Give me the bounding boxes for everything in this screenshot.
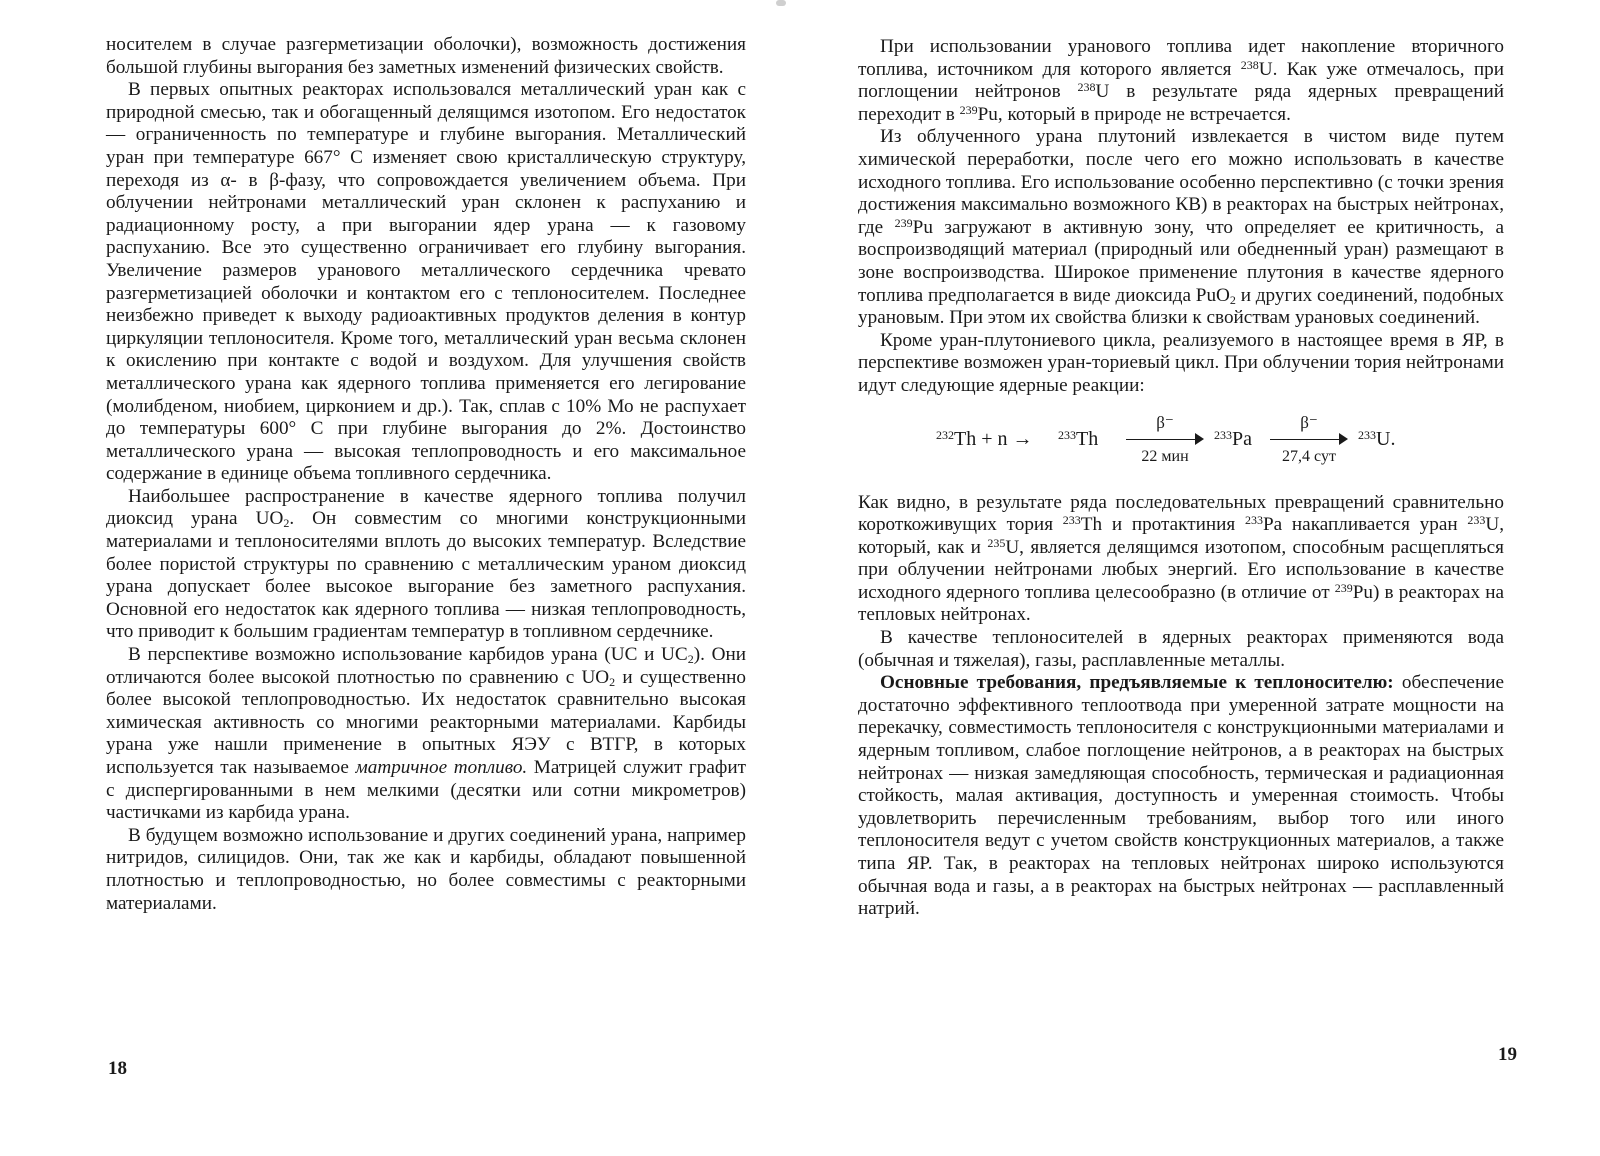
beta-label: β⁻ bbox=[1156, 412, 1174, 432]
superscript: 239 bbox=[894, 215, 913, 230]
arrow-line bbox=[1126, 439, 1200, 440]
bold-heading-run: Основные требования, предъявляемые к теплоносителю: bbox=[880, 672, 1394, 694]
right-page bbox=[800, 0, 1600, 1156]
superscript: 233 bbox=[1058, 427, 1076, 442]
text-run: Матрицей служит графит с диспергированными в нем мелкими (десятки или сотни микрометров) частичками из карбида урана. bbox=[106, 757, 746, 824]
right-page-number: 19 bbox=[1498, 1044, 1517, 1065]
superscript: 233 bbox=[1244, 513, 1263, 528]
superscript: 238 bbox=[1077, 80, 1096, 95]
reaction-term-thorium-232 bbox=[936, 428, 1033, 451]
reaction-term-protactinium-233 bbox=[1214, 428, 1252, 451]
subscript: 2 bbox=[1229, 292, 1236, 307]
right-paragraph-6 bbox=[858, 672, 1504, 921]
left-paragraph-5: В будущем возможно использование и других соединений урана, например нитридов, силицидов. Они, так же как и карбиды, обладают повышенной плотностью и теплопроводностью, но более совместимы с реакторными материалами. bbox=[106, 824, 746, 914]
left-text-column bbox=[106, 34, 746, 915]
arrow-head-icon bbox=[1195, 433, 1204, 445]
right-paragraph-3: Кроме уран-плутониевого цикла, реализуемого в настоящее время в ЯР, в перспективе возможен уран-ториевый цикл. При облучении тория нейтронами идут следующие ядерные реакции: bbox=[858, 329, 1504, 396]
superscript: 239 bbox=[1334, 580, 1353, 595]
right-paragraph-1 bbox=[858, 36, 1504, 126]
left-page-number: 18 bbox=[108, 1058, 127, 1079]
text-run: Как видно, в результате ряда последовательных превращений сравнительно короткоживущих тория bbox=[858, 491, 1504, 536]
text-run: Th и протактиния bbox=[1080, 514, 1245, 536]
text-run: Наибольшее распространение в качестве ядерного топлива получил диоксид урана UO bbox=[106, 485, 746, 530]
text-run: В перспективе возможно использование карбидов урана (UC и UC bbox=[128, 644, 688, 666]
text-run: Pu) в реакторах на тепловых нейтронах. bbox=[858, 581, 1505, 626]
text-run: и существенно более высокой теплопроводностью. Их недостаток сравнительно высокая химическая активность со многими реакторными материалами. Карбиды урана уже нашли применение в опытных ЯЭУ с ВТГР, в которых используется так называемое bbox=[106, 666, 746, 778]
superscript: 232 bbox=[936, 427, 954, 442]
arrow-head-icon bbox=[1339, 433, 1348, 445]
left-paragraph-1: носителем в случае разгерметизации оболочки), возможность достижения большой глубины выгорания без заметных изменений физических свойств. bbox=[106, 34, 746, 78]
left-paragraph-4 bbox=[106, 644, 746, 825]
text-run: . Он совместим со многими конструкционными материалами и теплоносителями вплоть до высоких температур. Вследствие более пористой структуры по сравнению с металлическим ураном диоксид урана допускает более высокое выгорание без заметного распухания. Основной его недостаток как ядерного топлива — низкая теплопроводность, что приводит к большим градиентам температур в топливном сердечнике. bbox=[106, 508, 746, 643]
superscript: 233 bbox=[1358, 427, 1376, 442]
superscript: 235 bbox=[987, 535, 1006, 550]
right-paragraph-5: В качестве теплоносителей в ядерных реакторах применяются вода (обычная и тяжелая), газы, расплавленные металлы. bbox=[858, 627, 1504, 671]
text-run: ). Они отличаются более высокой плотностью по сравнению с UO bbox=[106, 644, 746, 688]
superscript: 233 bbox=[1062, 513, 1081, 528]
italic-term: матричное топливо. bbox=[355, 757, 528, 778]
text-run: U, который, как и bbox=[858, 514, 1504, 558]
text-run: обеспечение достаточно эффективного теплоотвода при умеренной затрате мощности на перекачку, совместимость теплоносителя с конструкционными материалами и ядерным топливом, слабое поглощение нейтронов, а в реакторах на быстрых нейтронах — низкая замедляющая способность, термическая и радиационная стойкость, малая активация, доступность и умеренная стоимость. Чтобы удовлетворить перечисленным требованиям, выбор того или иного теплоносителя ведут с учетом свойств конструкционных материалов, а также типа ЯР. Так, в реакторах на тепловых нейтронах широко используются обычная вода и газы, а в реакторах на быстрых нейтронах — расплавленный натрий. bbox=[858, 672, 1504, 920]
text-run: Pa bbox=[1232, 427, 1252, 450]
text-run: U. Как уже отмечалось, при поглощении нейтронов bbox=[858, 58, 1504, 103]
text-run: Th bbox=[1076, 427, 1099, 450]
text-run: Pa накапливается уран bbox=[1262, 514, 1468, 536]
text-run: Из облученного урана плутоний извлекается в чистом виде путем химической переработки, после чего его можно использовать в качестве исходного топлива. Его использование особенно перспективно (с точки зрения достижения максимально возможного КВ) в реакторах на быстрых нейтронах, где bbox=[858, 126, 1504, 238]
subscript: 2 bbox=[283, 516, 290, 531]
text-run: Pu, который в природе не встречается. bbox=[977, 103, 1291, 125]
decay-arrow-2 bbox=[1270, 412, 1348, 472]
superscript: 239 bbox=[959, 102, 978, 117]
text-run: U. bbox=[1376, 427, 1396, 450]
superscript: 238 bbox=[1240, 57, 1259, 72]
superscript: 233 bbox=[1467, 513, 1486, 528]
text-run: U в результате ряда ядерных превращений переходит в bbox=[858, 81, 1504, 125]
left-paragraph-2: В первых опытных реакторах использовался металлический уран как с природной смесью, так и обогащенный делящимся изотопом. Его недостаток — ограниченность по температуре и глубине выгорания. Металлический уран при температуре 667° С изменяет свою кристаллическую структуру, переходя из α- в β-фазу, что сопровождается увеличением объема. При облучении нейтронами металлический уран склонен к распуханию и радиационному росту, а при выгорании ядер урана — к газовому распуханию. Все это существенно ограничивает его глубину выгорания. Увеличение размеров уранового металлического сердечника чревато разгерметизацией оболочки и контактом его с теплоносителем. Последнее неизбежно приведет к выходу радиоактивных продуктов деления в контур циркуляции теплоносителя. Кроме того, металлический уран весьма склонен к окислению при контакте с водой и воздухом. Для улучшения свойств металлического урана как ядерного топлива применяется его легирование (молибденом, ниобием, цирконием и др.). Так, сплав с 10% Мо не распухает до температуры 600° С при глубине выгорания до 2%. Достоинство металлического урана — высокая теплопроводность и его максимальное содержание в единице объема топливного сердечника. bbox=[106, 79, 746, 485]
text-run: Pu загружают в активную зону, что определяет ее критичность, а воспроизводящий материал (природный или обедненный уран) размещают в зоне воспроизводства. Широкое применение плутония в качестве ядерного топлива предполагается в виде диоксида PuO bbox=[858, 216, 1504, 306]
text-run: U, является делящимся изотопом, способным расщепляться при облучении нейтронами любых энергий. Его использование в качестве исходного ядерного топлива целесообразно (в отличие от bbox=[858, 536, 1505, 603]
beta-label: β⁻ bbox=[1300, 412, 1318, 432]
reaction-term-thorium-233 bbox=[1058, 428, 1098, 451]
text-run: и других соединений, подобных урановым. При этом их свойства близки к свойствам урановых соединений. bbox=[858, 284, 1505, 329]
subscript: 2 bbox=[687, 652, 694, 667]
text-run: При использовании уранового топлива идет накопление вторичного топлива, источником для которого является bbox=[858, 36, 1504, 80]
superscript: 233 bbox=[1214, 427, 1232, 442]
text-run: Th + n → bbox=[954, 427, 1033, 450]
left-paragraph-3 bbox=[106, 486, 746, 644]
right-text-column bbox=[858, 36, 1504, 921]
arrow-line bbox=[1270, 439, 1344, 440]
right-paragraph-4 bbox=[858, 492, 1504, 628]
nuclear-reaction-equation bbox=[858, 412, 1504, 474]
decay-arrow-1 bbox=[1126, 412, 1204, 472]
half-life-label: 22 мин bbox=[1141, 447, 1189, 465]
reaction-term-uranium-233 bbox=[1358, 428, 1395, 451]
subscript: 2 bbox=[609, 674, 616, 689]
right-paragraph-2 bbox=[858, 126, 1504, 329]
half-life-label: 27,4 сут bbox=[1282, 447, 1336, 465]
